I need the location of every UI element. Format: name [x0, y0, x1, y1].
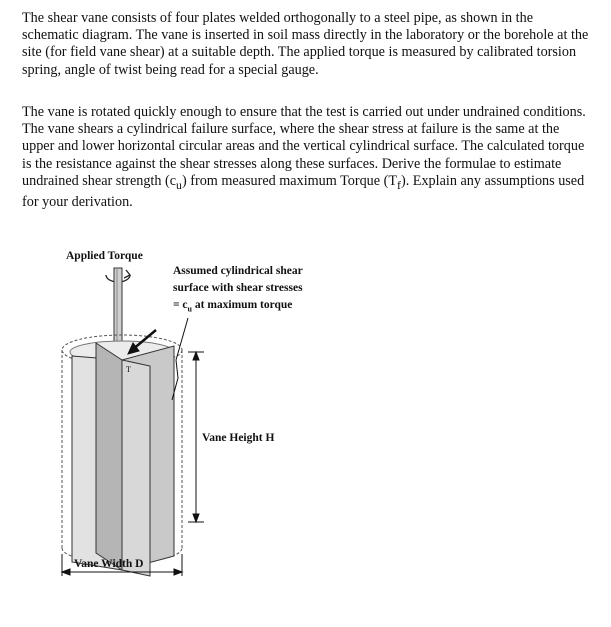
surface-label-line3: = $c_u$ at maximum torque	[173, 299, 293, 314]
task-text-a: The vane is rotated quickly enough to ensure that the test is carried out under undrained conditions. The vane shears a cylindrical failure surface, where the shear stress at failure is the same at the upper and lower horizontal circular areas and the vertical cylindrical surface. The calculated torque is the resistance against the shear stresses along these surfaces. Derive the formulae to estimate undrained shear strength (c	[22, 104, 586, 189]
intro-paragraph: The shear vane consists of four plates welded orthogonally to a steel pipe, as shown in the schematic diagram. The vane is inserted in soil mass directly in the laboratory or the borehole at the site (for field vane shear) at a suitable depth. The applied torque is measured by calibrated torsion spring, angle of twist being read for a special gauge.	[22, 10, 589, 78]
vane-width-label: Vane Width D	[74, 558, 144, 570]
task-text-b: ) from measured maximum Torque (T	[181, 172, 398, 189]
vane-blades	[72, 343, 174, 576]
applied-torque-label: Applied Torque	[66, 250, 143, 262]
torque-symbol: T	[126, 365, 131, 374]
task-text-c: ). Explain any assumptions used for your derivation.	[22, 172, 585, 210]
vane-height-label: Vane Height H	[202, 432, 275, 444]
surface-label-line1: Assumed cylindrical shear	[173, 265, 303, 277]
task-sub-f: f	[397, 177, 401, 192]
surface-label-line2: surface with shear stresses	[173, 282, 303, 294]
task-sub-u: u	[176, 177, 182, 192]
